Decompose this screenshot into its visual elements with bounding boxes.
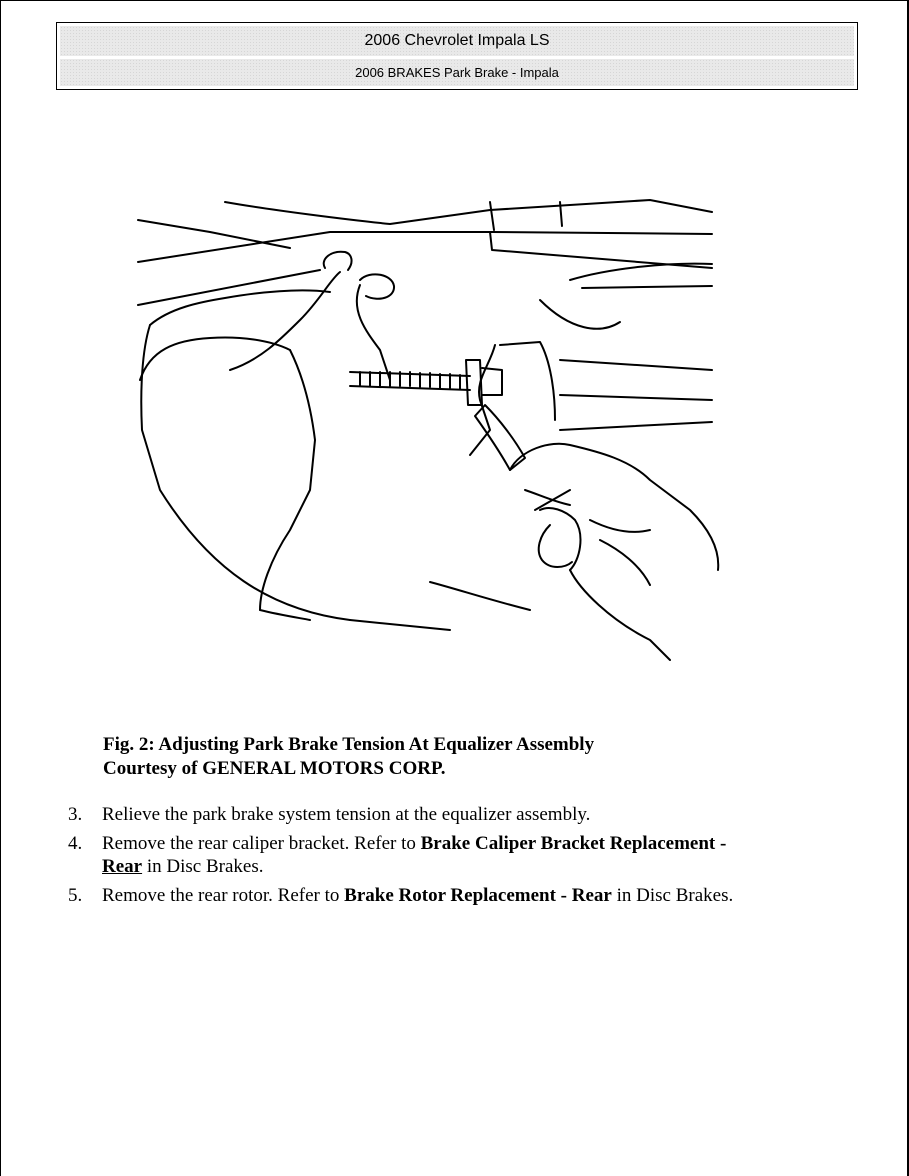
document-header (56, 22, 858, 90)
step-text-suffix: in Disc Brakes. (611, 885, 734, 906)
rotor-replacement-link[interactable]: Brake Rotor Replacement - Rear (344, 885, 612, 906)
step-text-suffix: in Disc Brakes. (142, 856, 264, 877)
step-number: 4. (68, 833, 83, 854)
step-4 (68, 832, 848, 878)
caliper-bracket-rear-link[interactable]: Rear (102, 856, 143, 877)
figure-caption-title: Fig. 2: Adjusting Park Brake Tension At Equalizer Assembly (103, 734, 595, 755)
caliper-bracket-replacement-link[interactable]: Brake Caliper Bracket Replacement - (420, 833, 727, 854)
park-brake-equalizer-illustration (130, 190, 720, 665)
step-number: 5. (68, 885, 83, 906)
step-3 (68, 803, 848, 826)
figure-caption-credit: Courtesy of GENERAL MOTORS CORP. (103, 758, 446, 779)
procedure-steps (68, 803, 848, 913)
step-number: 3. (68, 804, 83, 825)
step-5 (68, 884, 848, 907)
step-text: Remove the rear caliper bracket. Refer to (102, 833, 421, 854)
page-border-top (0, 0, 909, 1)
page-border-left (0, 0, 1, 1176)
header-title: 2006 Chevrolet Impala LS (60, 26, 854, 56)
figure-caption (103, 733, 594, 781)
header-subtitle: 2006 BRAKES Park Brake - Impala (60, 59, 854, 86)
step-text: Relieve the park brake system tension at the equalizer assembly. (102, 804, 591, 825)
step-text: Remove the rear rotor. Refer to (102, 885, 345, 906)
